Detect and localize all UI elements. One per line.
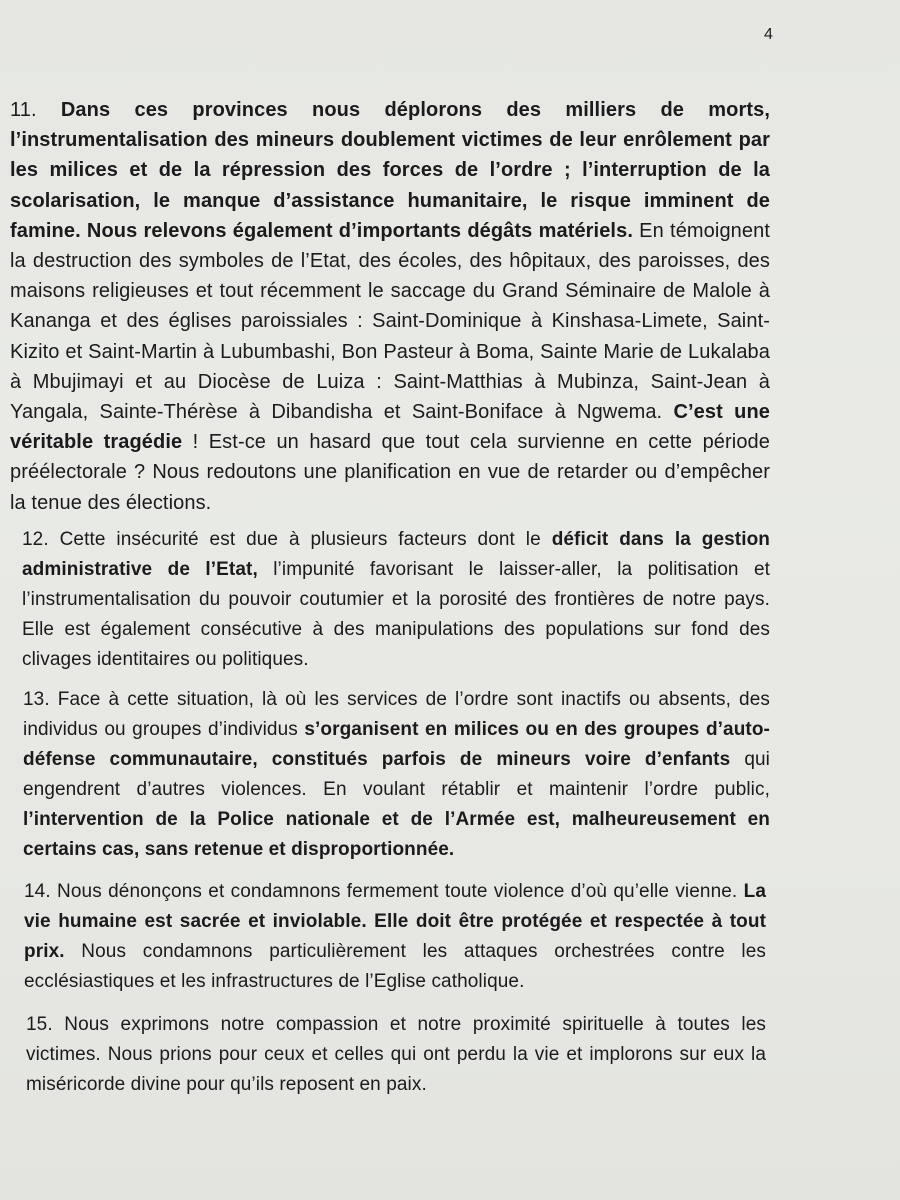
paragraph-14 [24, 877, 766, 997]
paragraph-12 [22, 525, 770, 675]
paragraph-13-segment: l’intervention de la Police nationale et de l’Armée est, malheureusement en certains cas, sans retenue et disproportionnée. [23, 809, 770, 860]
paragraph-11-segment: 11. [10, 99, 61, 121]
paragraph-11-segment: C’est une véritable tragédie [10, 401, 770, 454]
paragraph-12-segment: 12. Cette insécurité est due à plusieurs facteurs dont le [22, 529, 552, 550]
paragraph-11 [10, 95, 770, 518]
paragraph-12-segment: l’impunité favorisant le laisser-aller, la politisation et l’instrumentalisation du pouvoir coutumier et la porosité des frontières de notre pays. Elle est également consécutive à des manipulations des populations sur fond des clivages identitaires ou politiques. [22, 559, 770, 670]
paragraph-12-segment: déficit dans la gestion administrative de l’Etat, [22, 529, 771, 580]
paragraph-11-segment: En témoignent la destruction des symboles de l’Etat, des écoles, des hôpitaux, des paroisses, des maisons religieuses et tout récemment le saccage du Grand Séminaire de Malole à Kananga et des églises paroissiales : Saint-Dominique à Kinshasa-Limete, Saint-Kizito et Saint-Martin à Lubumbashi, Bon Pasteur à Boma, Sainte Marie de Lukalaba à Mbujimayi et au Diocèse de Luiza : Saint-Matthias à Mubinza, Saint-Jean à Yangala, Sainte-Thérèse à Dibandisha et Saint-Boniface à Ngwema. [10, 219, 771, 424]
paragraph-15-segment: 15. Nous exprimons notre compassion et notre proximité spirituelle à toutes les victimes. Nous prions pour ceux et celles qui ont perdu la vie et implorons sur eux la miséricorde divine pour qu’ils reposent en paix. [26, 1014, 766, 1095]
paragraph-13-segment: 13. Face à cette situation, là où les services de l’ordre sont inactifs ou absents, des individus ou groupes d’individus [23, 689, 770, 740]
paragraph-13 [23, 685, 770, 865]
paragraph-11-segment: ! Est-ce un hasard que tout cela survienne en cette période préélectorale ? Nous redoutons une planification en vue de retarder ou d’empêcher la tenue des élections. [10, 431, 771, 514]
paragraph-11-segment: Dans ces provinces nous déplorons des milliers de morts, l’instrumentalisation des mineurs doublement victimes de leur enrôlement par les milices et de la répression des forces de l’ordre ; l’interruption de la scolarisation, le manque d’assistance humanitaire, le risque imminent de famine. Nous relevons également d’importants dégâts matériels. [10, 99, 770, 242]
paragraph-14-segment: 14. Nous dénonçons et condamnons fermement toute violence d’où qu’elle vienne. [24, 881, 744, 902]
page-number: 4 [764, 26, 773, 43]
paragraph-13-segment: s’organisent en milices ou en des groupes d’auto-défense communautaire, constitués parfois de mineurs voire d’enfants [23, 719, 770, 770]
paragraph-13-segment: qui engendrent d’autres violences. En voulant rétablir et maintenir l’ordre public, [23, 749, 770, 800]
paragraph-14-segment: Nous condamnons particulièrement les attaques orchestrées contre les ecclésiastiques et les infrastructures de l’Eglise catholique. [24, 941, 766, 992]
paragraph-15 [26, 1010, 766, 1100]
paragraph-14-segment: La vie humaine est sacrée et inviolable. Elle doit être protégée et respectée à tout prix. [24, 881, 766, 962]
